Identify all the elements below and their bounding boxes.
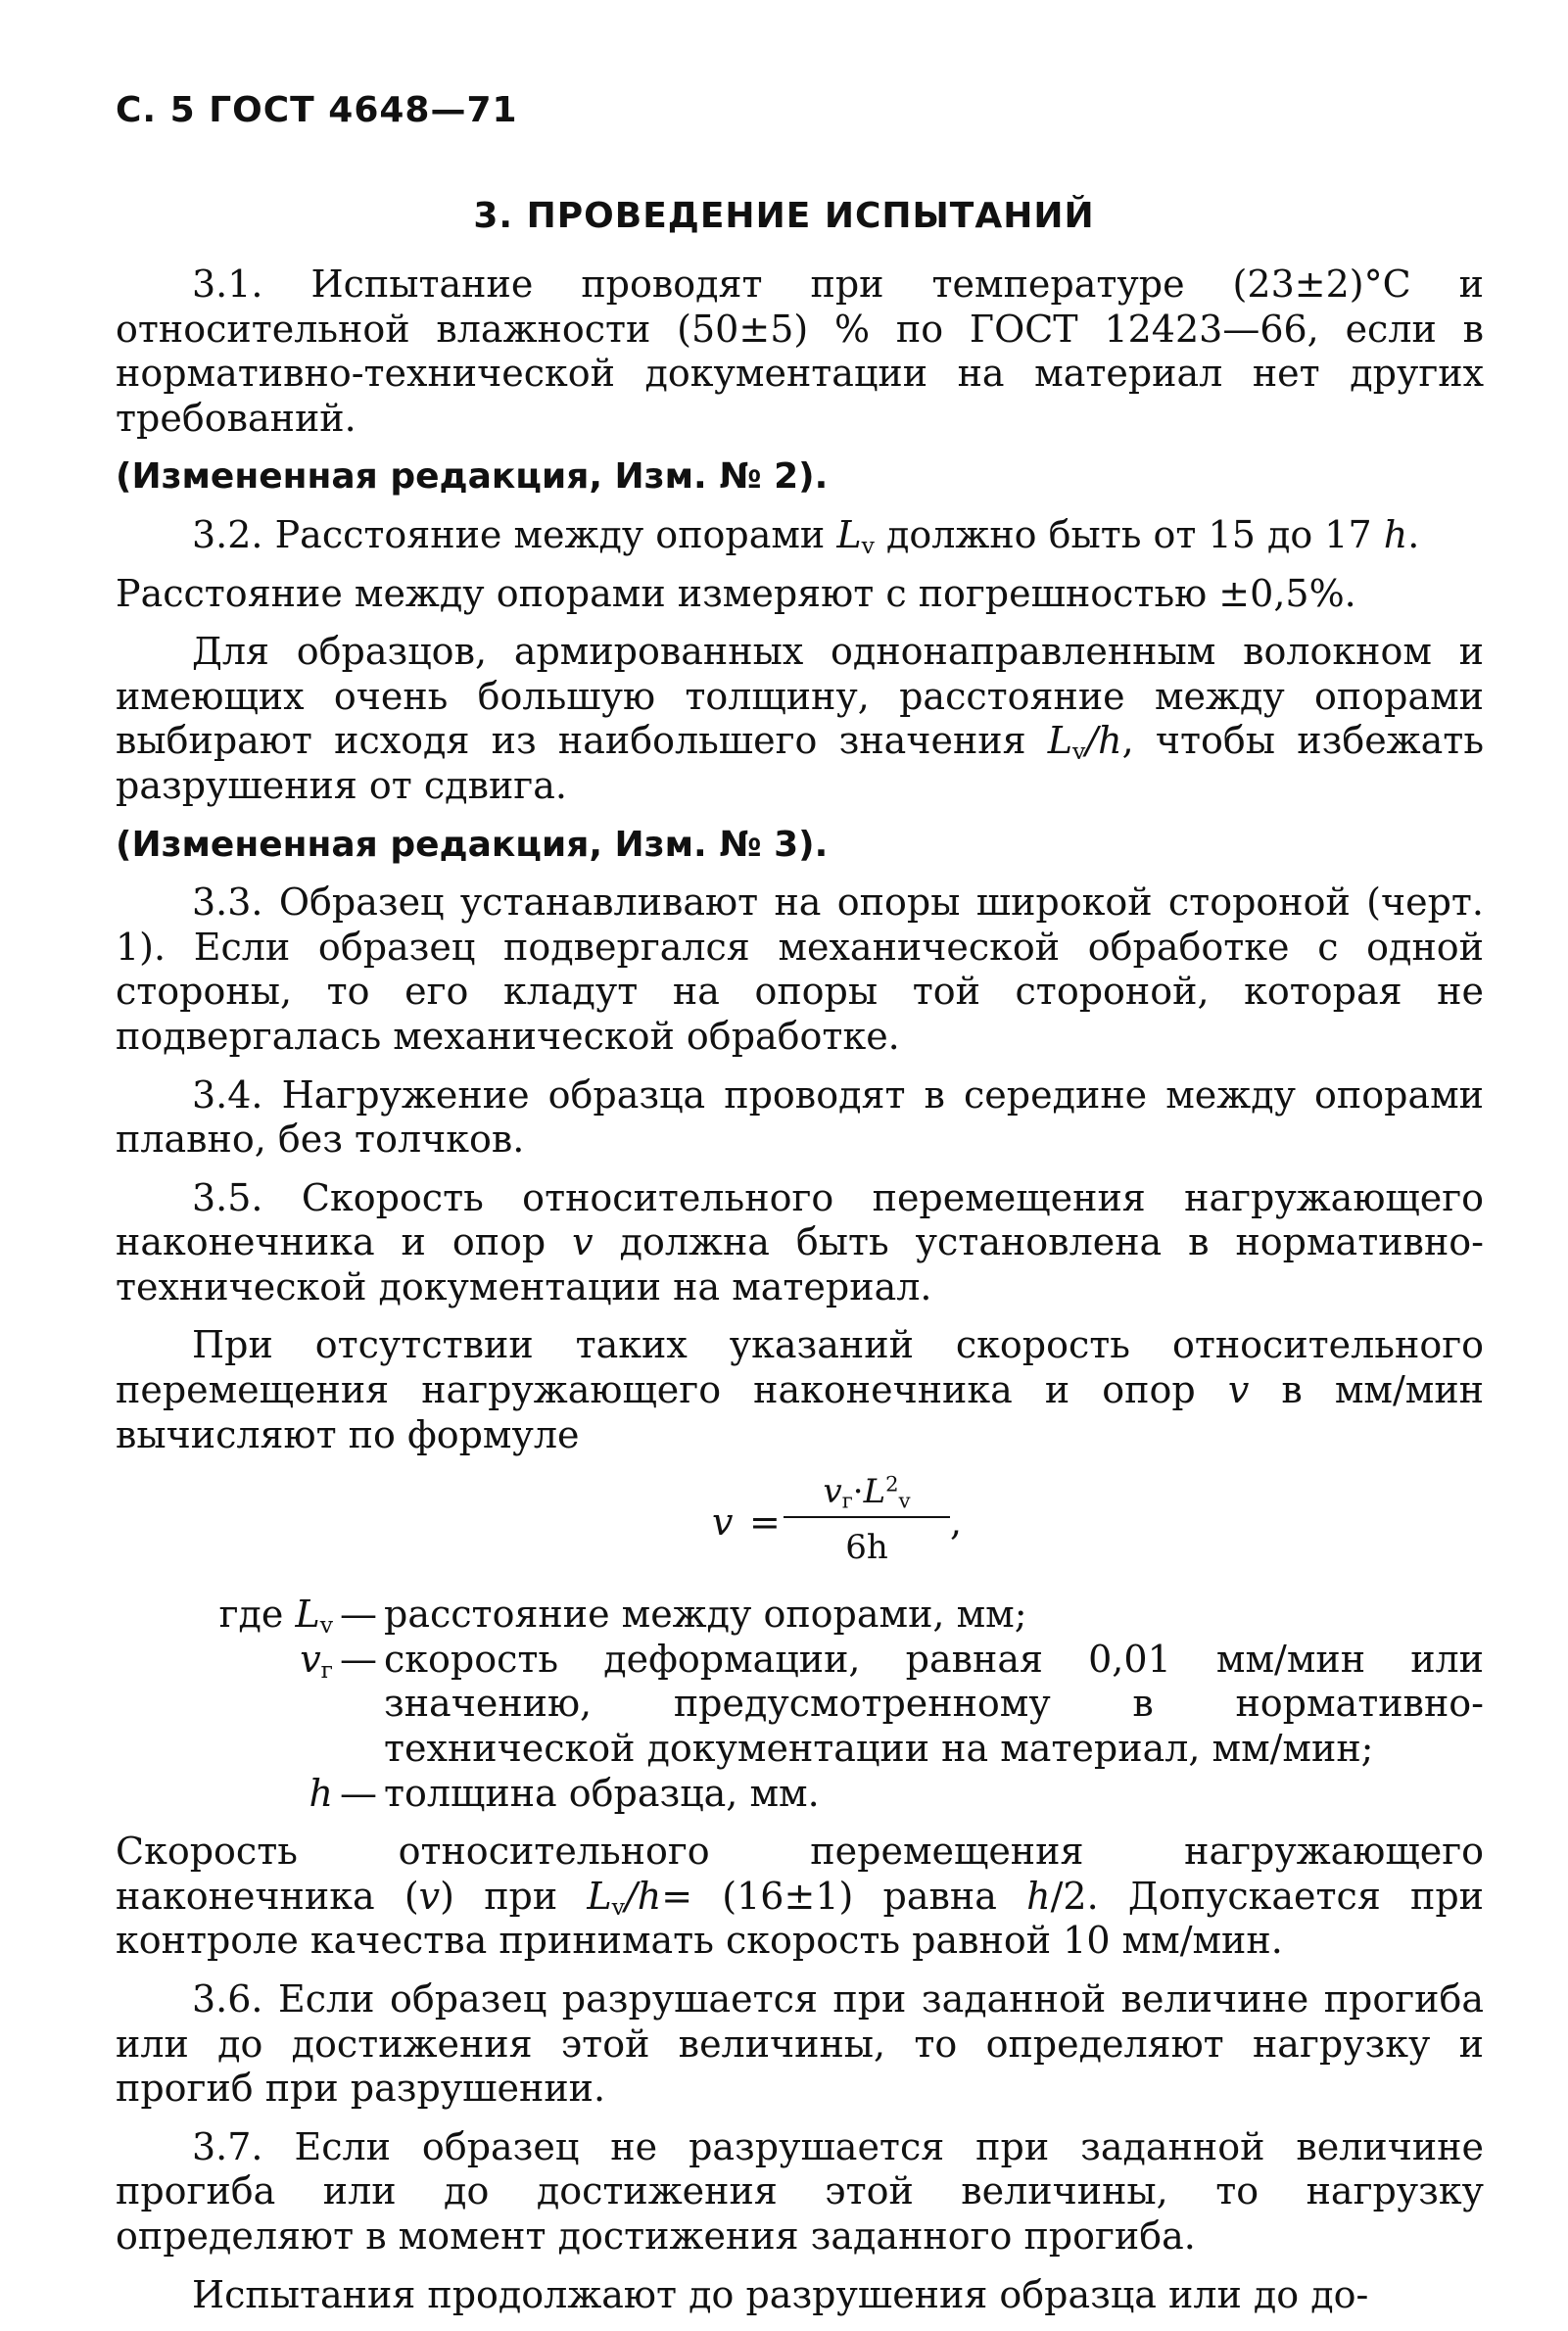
formula-dot: · — [852, 1472, 864, 1512]
paragraph-3-1: 3.1. Испытание проводят при температуре (23±2)°С и относительной влажности (50±5) % по ГОСТ 12423—66, если в нормативно-технической документации на материал нет других требований. — [116, 262, 1484, 440]
amendment-note-3: (Измененная редакция, Изм. № 3). — [116, 824, 829, 865]
symbol-slash-h: /h — [624, 1874, 662, 1918]
symbol-L-sub: v — [1072, 737, 1086, 766]
symbol-v: v — [418, 1874, 441, 1918]
symbol-v: v — [1227, 1368, 1250, 1412]
speed-text-b: ) при — [440, 1874, 588, 1918]
amendment-note-2: (Измененная редакция, Изм. № 2). — [116, 456, 829, 498]
paragraph-continuation: Испытания продолжают до разрушения образца или до до- — [192, 2272, 1369, 2316]
legend-row — [116, 1638, 1484, 1772]
symbol-L: L — [836, 512, 862, 556]
legend-symbol — [116, 1638, 333, 1683]
p3-2-text-b: должно быть от 15 до 17 — [874, 512, 1384, 556]
formula-L-sub: v — [898, 1488, 911, 1513]
legend-text: скорость деформации, равная 0,01 мм/мин или значению, предусмотренному в нормативно-технической документации на материал, мм/мин; — [384, 1637, 1484, 1771]
speed-text-d: /2. Допускается при контроле качества принимать скорость равной 10 мм/мин. — [116, 1874, 1485, 1963]
symbol-v: v — [572, 1220, 594, 1264]
paragraph-3-2 — [116, 513, 1484, 558]
document-body — [116, 262, 1484, 2331]
formula-denominator: 6h — [845, 1528, 888, 1568]
legend-symbol-sub: г — [320, 1655, 333, 1684]
legend-symbol-main: v — [300, 1637, 321, 1681]
fraction-bar — [784, 1516, 950, 1518]
symbol-L-sub: v — [861, 531, 875, 559]
p3-5-text-a: 3.5. Скорость относительного перемещения нагружающего наконечника и опор — [116, 1175, 1484, 1264]
paragraph-3-2-tolerance: Расстояние между опорами измеряют с погрешностью ±0,5%. — [116, 571, 1356, 615]
p3-5-text-b: должна быть установлена в нормативно-технической документации на материал. — [116, 1220, 1484, 1308]
formula-comma: , — [950, 1500, 963, 1545]
legend-row — [116, 1772, 1484, 1817]
formula-lhs: v — [712, 1500, 734, 1545]
legend-symbol-main: L — [295, 1593, 320, 1637]
legend-dash: — — [340, 1593, 377, 1637]
symbol-h: h — [1026, 1874, 1051, 1918]
paragraph-3-6: 3.6. Если образец разрушается при заданной величине прогиба или до достижения этой величины, то определяют нагрузку и прогиб при разрушении. — [116, 1977, 1484, 2111]
formula-L-sup: 2 — [885, 1471, 899, 1497]
legend-lead: где — [218, 1593, 284, 1637]
p3-2-text-c: . — [1407, 512, 1420, 556]
legend-dash: — — [340, 1771, 377, 1815]
p3-5b-text-b: в мм/мин вычисляют по формуле — [116, 1368, 1484, 1456]
p3-2c-text-a: Для образцов, армированных однонаправленным волокном и имеющих очень большую толщину, расстояние между опорами выбирают исходя из наибольшего значения — [116, 630, 1484, 763]
paragraph-3-2-continued — [116, 630, 1484, 808]
formula-fraction — [784, 1471, 950, 1567]
legend-text: расстояние между опорами, мм; — [384, 1593, 1027, 1637]
p3-2-text-a: 3.2. Расстояние между опорами — [192, 512, 837, 556]
symbol-L: L — [1047, 719, 1073, 763]
legend-symbol-sub: v — [319, 1611, 333, 1640]
paragraph-3-7: 3.7. Если образец не разрушается при заданной величине прогиба или до достижения этой величины, то нагрузку определяют в момент достижения заданного прогиба. — [116, 2124, 1484, 2258]
page-header: С. 5 ГОСТ 4648—71 — [116, 90, 518, 130]
paragraph-3-3: 3.3. Образец устанавливают на опоры широкой стороной (черт. 1). Если образец подвергался механической обработке с одной стороны, то его кладут на опоры той стороной, которая не подвергалась механической обработке. — [116, 880, 1484, 1058]
legend-row — [116, 1593, 1484, 1638]
formula-vr-sub: г — [841, 1488, 853, 1513]
formula-vr: v — [823, 1472, 842, 1512]
legend-symbol — [116, 1593, 333, 1638]
legend-symbol-main: h — [309, 1771, 333, 1815]
formula-L: L — [863, 1472, 886, 1512]
symbol-slash-h: /h — [1085, 719, 1122, 763]
formula-legend — [116, 1593, 1484, 1816]
symbol-L-sub: v — [611, 1892, 625, 1921]
p3-5b-text-a: При отсутствии таких указаний скорость относительного перемещения нагружающего наконечника и опор — [116, 1323, 1484, 1412]
speed-text-c: = (16±1) равна — [661, 1874, 1027, 1918]
legend-symbol — [116, 1772, 333, 1817]
paragraph-3-5 — [116, 1176, 1484, 1310]
paragraph-3-5-formula-intro — [116, 1323, 1484, 1457]
formula-equals: = — [749, 1500, 781, 1545]
paragraph-3-4: 3.4. Нагружение образца проводят в середине между опорами плавно, без толчков. — [116, 1072, 1484, 1162]
p3-2c-text-b: , чтобы избежать разрушения от сдвига. — [116, 719, 1485, 807]
paragraph-speed-default — [116, 1830, 1484, 1964]
formula-numerator — [784, 1471, 950, 1512]
section-title: 3. ПРОВЕДЕНИЕ ИСПЫТАНИЙ — [473, 196, 1095, 236]
speed-formula — [116, 1471, 1484, 1581]
legend-dash: — — [340, 1637, 377, 1681]
legend-text: толщина образца, мм. — [384, 1771, 820, 1815]
symbol-L: L — [587, 1874, 612, 1918]
speed-text-a: Скорость относительного перемещения нагружающего наконечника ( — [116, 1830, 1484, 1918]
symbol-h: h — [1383, 512, 1408, 556]
